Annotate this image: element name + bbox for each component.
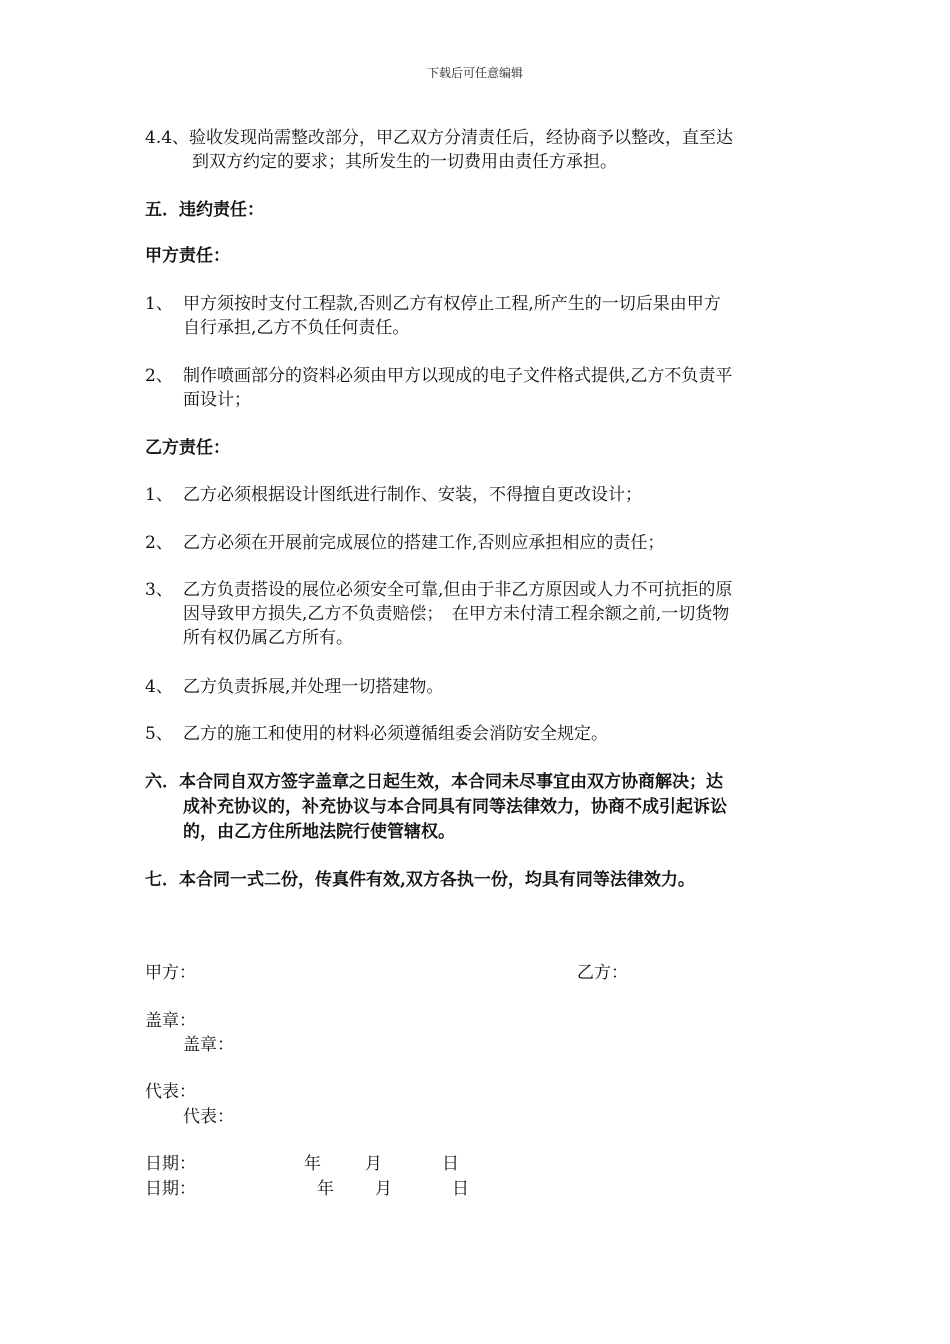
item-number: 3、 [145,580,173,600]
party-b-seal-label: 盖章： [183,1035,234,1055]
party-a-representative-label: 代表： [145,1082,196,1102]
party-b-responsibility-title: 乙方责任： [145,438,230,458]
party-a-date-day: 日 [442,1154,459,1174]
page-header: 下载后可任意编辑 [426,66,523,80]
party-b-item-5 [145,722,608,746]
party-a-date-year: 年 [304,1154,321,1174]
party-b-date-day: 日 [452,1179,469,1199]
item-text: 甲方须按时支付工程款,否则乙方有权停止工程,所产生的一切后果由甲方 [183,294,721,314]
party-b-date-label: 日期： [145,1179,196,1199]
party-a-seal-label: 盖章： [145,1011,196,1031]
item-number: 1、 [145,485,173,505]
party-a-item-1 [145,292,721,316]
party-a-item-1-cont: 自行承担,乙方不负任何责任。 [183,318,410,338]
section-6-line3: 的，由乙方住所地法院行使管辖权。 [183,822,455,842]
party-b-item-4 [145,675,443,699]
party-a-responsibility-title: 甲方责任： [145,246,230,266]
party-b-date-year: 年 [317,1179,334,1199]
party-b-item-1 [145,483,642,507]
item-number: 5、 [145,724,173,744]
clause-4-4-line2: 到双方约定的要求；其所发生的一切费用由责任方承担。 [192,152,617,172]
item-text: 乙方负责拆展,并处理一切搭建物。 [183,677,444,697]
party-a-date-label: 日期： [145,1154,196,1174]
party-b-item-3-cont1: 因导致甲方损失,乙方不负责赔偿； 在甲方未付清工程余额之前,一切货物 [183,604,730,624]
clause-4-4-line1: 4.4、验收发现尚需整改部分，甲乙双方分清责任后，经协商予以整改，直至达 [145,128,734,148]
section-7: 七．本合同一式二份，传真件有效,双方各执一份，均具有同等法律效力。 [145,870,695,890]
party-b-date-month: 月 [375,1179,392,1199]
party-b-item-3-cont2: 所有权仍属乙方所有。 [183,628,353,648]
section-5-title: 五．违约责任： [145,200,264,220]
party-a-signature-label: 甲方： [145,963,196,983]
section-6-line1: 六．本合同自双方签字盖章之日起生效，本合同未尽事宜由双方协商解决；达 [145,772,723,792]
party-b-representative-label: 代表： [183,1107,234,1127]
item-text: 乙方必须根据设计图纸进行制作、安装，不得擅自更改设计； [183,485,642,505]
party-b-signature-label: 乙方： [577,963,628,983]
section-6-line2: 成补充协议的，补充协议与本合同具有同等法律效力，协商不成引起诉讼 [183,797,727,817]
party-b-item-2 [145,531,664,555]
item-text: 乙方负责搭设的展位必须安全可靠,但由于非乙方原因或人力不可抗拒的原 [183,580,733,600]
item-text: 制作喷画部分的资料必须由甲方以现成的电子文件格式提供,乙方不负责平 [183,366,733,386]
item-text: 乙方必须在开展前完成展位的搭建工作,否则应承担相应的责任； [183,533,665,553]
item-text: 乙方的施工和使用的材料必须遵循组委会消防安全规定。 [183,724,608,744]
party-a-date-month: 月 [365,1154,382,1174]
party-b-item-3 [145,578,732,602]
item-number: 4、 [145,677,173,697]
party-a-item-2-cont: 面设计； [183,390,251,410]
item-number: 2、 [145,366,173,386]
item-number: 1、 [145,294,173,314]
item-number: 2、 [145,533,173,553]
party-a-item-2 [145,364,732,388]
